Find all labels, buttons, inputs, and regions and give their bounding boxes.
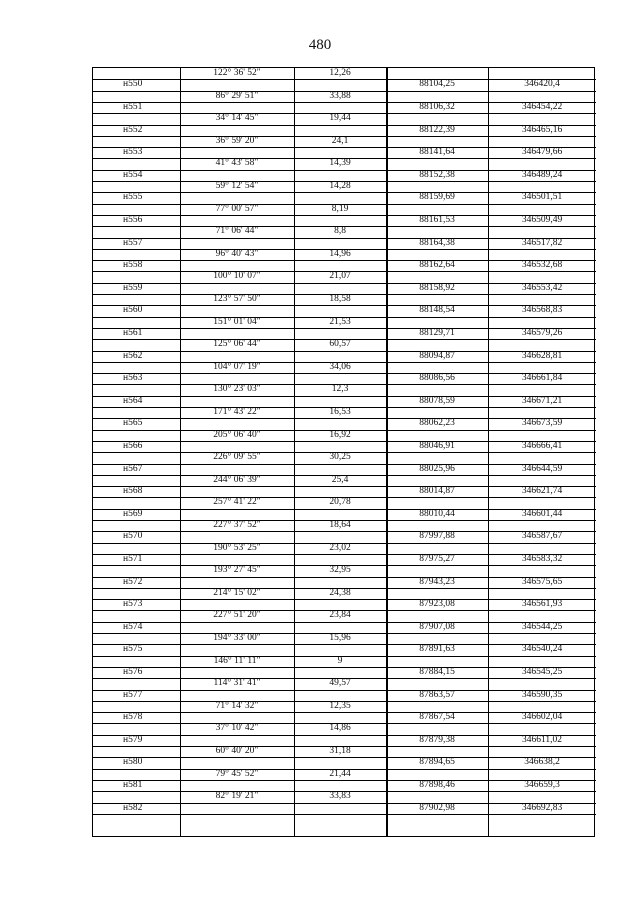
segment-length: 14,28 (329, 181, 351, 191)
coordinate-y: 346479,66 (521, 147, 563, 158)
coordinate-x: 87975,27 (419, 553, 455, 564)
coordinate-x: 87997,88 (419, 531, 455, 542)
point-label: н579 (123, 734, 143, 745)
segment-angle: 82° 19' 21" (215, 791, 259, 802)
segment-length: 14,96 (329, 248, 351, 259)
segment-length: 8,19 (331, 203, 349, 214)
segment-length: 12,35 (329, 700, 351, 711)
segment-length: 18,58 (329, 294, 351, 304)
segment-angle: 96° 40' 43" (215, 248, 259, 259)
segment-angle: 193° 27' 45" (213, 565, 261, 576)
coordinate-y: 346621,74 (521, 486, 563, 497)
segment-angle: 71° 06' 44" (215, 226, 259, 237)
coordinate-x: 87879,38 (419, 734, 455, 745)
point-label: н571 (123, 553, 143, 564)
segment-angle: 77° 00' 57" (215, 203, 259, 214)
coordinate-y: 346489,24 (521, 169, 563, 180)
point-label: н577 (123, 689, 143, 700)
point-label: н551 (123, 101, 143, 112)
point-label: н566 (123, 440, 143, 451)
segment-angle: 214° 15' 02" (213, 587, 261, 598)
segment-length: 23,84 (329, 610, 351, 621)
coordinate-x: 87884,15 (419, 666, 455, 677)
row-separator (93, 814, 596, 815)
segment-angle: 125° 06' 44" (213, 339, 261, 350)
coordinate-y: 346532,68 (521, 260, 563, 271)
coordinate-y: 346583,32 (521, 553, 563, 564)
segment-angle: 41° 43' 58" (215, 158, 259, 169)
coordinate-y: 346568,83 (521, 305, 563, 316)
point-label: н573 (123, 599, 143, 610)
segment-length: 9 (337, 655, 343, 666)
segment-length: 12,3 (331, 384, 349, 395)
segment-length: 49,57 (329, 678, 351, 689)
point-label: н580 (123, 757, 143, 768)
coordinate-x: 88014,87 (419, 486, 455, 497)
point-label: н554 (123, 169, 143, 180)
point-label: н552 (123, 124, 143, 135)
segment-length: 19,44 (329, 113, 351, 124)
point-label: н582 (123, 802, 143, 813)
coordinate-y: 346517,82 (521, 237, 563, 248)
coordinate-y: 346666,41 (521, 440, 563, 451)
segment-length: 14,86 (329, 723, 351, 734)
segment-length: 25,4 (331, 474, 349, 485)
point-label: н568 (123, 486, 143, 497)
coordinate-y: 346420,4 (524, 79, 560, 90)
coordinate-x: 87863,57 (419, 689, 455, 700)
point-label: н581 (123, 779, 143, 790)
segment-length: 16,53 (329, 407, 351, 417)
segment-angle: 59° 12' 54" (215, 181, 259, 191)
segment-angle: 37° 10' 42" (215, 723, 259, 734)
segment-length: 8,8 (334, 226, 346, 237)
segment-length: 34,06 (329, 361, 351, 372)
point-label: н550 (123, 79, 143, 90)
segment-length: 24,38 (329, 587, 351, 598)
point-label: н564 (123, 395, 143, 406)
coordinate-x: 88152,38 (419, 169, 455, 180)
segment-length: 18,64 (329, 520, 351, 530)
segment-angle: 130° 23' 03" (213, 384, 261, 395)
coordinate-x: 87894,65 (419, 757, 455, 768)
coordinate-y: 346671,21 (521, 395, 563, 406)
coordinate-x: 88010,44 (419, 508, 455, 519)
coordinate-y: 346601,44 (521, 508, 563, 519)
segment-length: 12,26 (329, 68, 351, 78)
segment-length: 32,95 (329, 565, 351, 576)
coordinate-y: 346587,67 (521, 531, 563, 542)
point-label: н556 (123, 214, 143, 225)
point-label: н559 (123, 282, 143, 293)
coordinate-y: 346575,65 (521, 576, 563, 587)
page-number: 480 (308, 37, 332, 53)
point-label: н553 (123, 147, 143, 158)
coordinate-y: 346545,25 (521, 666, 563, 677)
coordinate-y: 346509,49 (521, 214, 563, 225)
point-label: н558 (123, 260, 143, 271)
coordinate-y: 346692,83 (521, 802, 563, 813)
coordinate-y: 346501,51 (521, 192, 563, 203)
coordinate-y: 346544,25 (521, 621, 563, 632)
segment-angle: 194° 33' 00" (213, 633, 261, 643)
coordinate-y: 346659,3 (524, 779, 560, 790)
coordinate-x: 88078,59 (419, 395, 455, 406)
coordinate-y: 346611,02 (521, 734, 563, 745)
coordinate-y: 346673,59 (521, 418, 563, 429)
segment-length: 21,44 (329, 768, 351, 779)
point-label: н561 (123, 327, 143, 338)
segment-angle: 123° 57' 50" (213, 294, 261, 304)
coordinate-x: 88025,96 (419, 463, 455, 474)
coordinate-x: 88162,64 (419, 260, 455, 271)
segment-angle: 257° 41' 22" (213, 497, 261, 508)
point-label: н569 (123, 508, 143, 519)
segment-length: 23,02 (329, 542, 351, 553)
point-label: н575 (123, 644, 143, 655)
segment-angle: 227° 51' 20" (213, 610, 261, 621)
segment-length: 15,96 (329, 633, 351, 643)
segment-angle: 244° 06' 39" (213, 474, 261, 485)
segment-angle: 114° 31' 41" (213, 678, 261, 689)
coordinate-y: 346465,16 (521, 124, 563, 135)
segment-length: 33,88 (329, 90, 351, 101)
coordinate-x: 88158,92 (419, 282, 455, 293)
coordinate-y: 346661,84 (521, 373, 563, 384)
segment-angle: 104° 07' 19" (213, 361, 261, 372)
coordinate-x: 88086,56 (419, 373, 455, 384)
segment-length: 30,25 (329, 452, 351, 463)
coordinate-y: 346454,22 (521, 101, 563, 112)
coordinate-y: 346628,81 (521, 350, 563, 361)
point-label: н565 (123, 418, 143, 429)
segment-angle: 86° 29' 51" (215, 90, 259, 101)
point-label: н570 (123, 531, 143, 542)
segment-length: 21,53 (329, 316, 351, 327)
coordinate-x: 87867,54 (419, 712, 455, 723)
segment-angle: 190° 53' 25" (213, 542, 261, 553)
coordinate-x: 87898,46 (419, 779, 455, 790)
segment-angle: 100° 10' 07" (213, 271, 261, 282)
point-label: н578 (123, 712, 143, 723)
coordinate-x: 88106,32 (419, 101, 455, 112)
segment-angle: 36° 59' 20" (215, 135, 259, 146)
coordinate-y: 346638,2 (524, 757, 560, 768)
segment-length: 20,78 (329, 497, 351, 508)
segment-angle: 71° 14' 32" (215, 700, 259, 711)
segment-angle: 226° 09' 55" (213, 452, 261, 463)
segment-length: 14,39 (329, 158, 351, 169)
point-label: н576 (123, 666, 143, 677)
coordinate-x: 87902,98 (419, 802, 455, 813)
segment-length: 16,92 (329, 429, 351, 440)
segment-angle: 146° 11' 11" (213, 655, 261, 666)
coordinate-y: 346590,35 (521, 689, 563, 700)
coordinate-y: 346579,26 (521, 327, 563, 338)
coordinate-x: 87923,08 (419, 599, 455, 610)
coordinate-x: 88046,91 (419, 440, 455, 451)
segment-angle: 34° 14' 45" (215, 113, 259, 124)
point-label: н574 (123, 621, 143, 632)
coordinate-x: 88164,38 (419, 237, 455, 248)
coordinate-x: 87907,08 (419, 621, 455, 632)
point-label: н567 (123, 463, 143, 474)
coordinate-x: 87891,63 (419, 644, 455, 655)
coordinate-y: 346602,04 (521, 712, 563, 723)
segment-length: 31,18 (329, 746, 351, 756)
point-label: н555 (123, 192, 143, 203)
coordinate-x: 88129,71 (419, 327, 455, 338)
coordinate-y: 346561,93 (521, 599, 563, 610)
coordinate-x: 88104,25 (419, 79, 455, 90)
segment-length: 60,57 (329, 339, 351, 350)
segment-angle: 151° 01' 04" (213, 316, 261, 327)
coordinate-y: 346644,59 (521, 463, 563, 474)
coordinate-x: 88148,54 (419, 305, 455, 316)
coordinate-x: 88062,23 (419, 418, 455, 429)
point-label: н560 (123, 305, 143, 316)
coordinate-y: 346553,42 (521, 282, 563, 293)
segment-angle: 60° 40' 20" (215, 746, 259, 756)
coordinates-table (92, 67, 595, 837)
segment-angle: 171° 43' 22" (213, 407, 261, 417)
segment-length: 33,83 (329, 791, 351, 802)
point-label: н572 (123, 576, 143, 587)
coordinate-x: 88094,87 (419, 350, 455, 361)
coordinate-y: 346540,24 (521, 644, 563, 655)
segment-angle: 79° 45' 52" (215, 768, 259, 779)
segment-angle: 122° 36' 52" (213, 68, 261, 78)
coordinate-x: 87943,23 (419, 576, 455, 587)
point-label: н557 (123, 237, 143, 248)
coordinate-x: 88159,69 (419, 192, 455, 203)
segment-angle: 205° 06' 40" (213, 429, 261, 440)
point-label: н562 (123, 350, 143, 361)
segment-length: 21,07 (329, 271, 351, 282)
segment-length: 24,1 (331, 135, 349, 146)
coordinate-x: 88161,53 (419, 214, 455, 225)
coordinate-x: 88122,39 (419, 124, 455, 135)
segment-angle: 227° 37' 52" (213, 520, 261, 530)
coordinate-x: 88141,64 (419, 147, 455, 158)
point-label: н563 (123, 373, 143, 384)
